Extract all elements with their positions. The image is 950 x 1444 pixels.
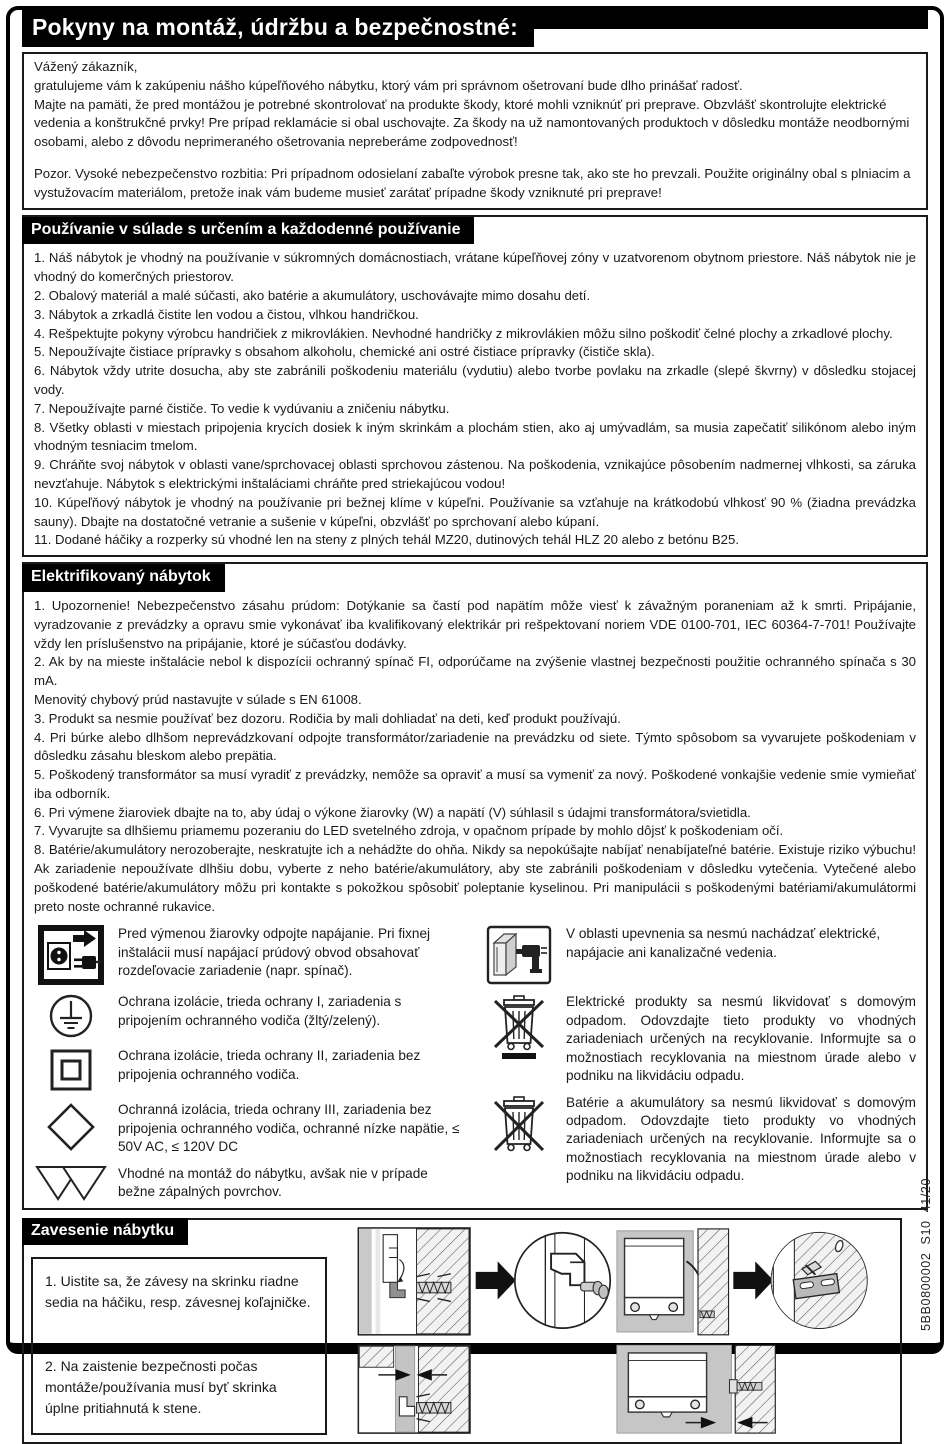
usage-list-item: 8. Všetky oblasti v miestach pripojenia krycích dosiek k iným skrinkám a plochám stien, ako aj umývadlám, sa musia zapečatiť silikónom alebo iným vhodným tesniacim tmelom. [34,419,916,454]
electric-list-item: 6. Pri výmene žiaroviek dbajte na to, aby údaj o výkone žiarovky (W) a napätí (V) súhlasil s údajmi transformátora/svietidla. [34,804,751,820]
drill-hidden-lines-icon [482,925,556,985]
mounting-steps-box [31,1257,327,1435]
mounting-figures [337,1227,893,1435]
symbol-text: Ochranná izolácia, trieda ochrany III, zariadenia bez pripojenia ochranného vodiča, ochranné nízke napätie, ≤ 50V AC, ≤ 120V DC [118,1102,460,1155]
usage-section-header: Používanie v súlade s určením a každodenné používanie [22,217,474,245]
fig-hook-detail-circle [515,1232,610,1327]
usage-list-item: 10. Kúpeľňový nábytok je vhodný na používanie pri bežnej klíme v kúpeľni. Používanie sa vzťahuje na krátkodobú vlhkosť 90 % (žiadna prevádzka sauny). Dbajte na dostatočné vetranie a sušenie v kúpeľni, obzvlášť po sprchovaní alebo kúpaní. [34,494,916,529]
protection-class-2-double-square-icon [34,1047,108,1093]
symbol-row [34,993,468,1039]
intro-box [22,52,928,210]
mounting-section [22,1218,902,1444]
usage-list-item: 11. Dodané háčiky a rozperky sú vhodné len na steny z plných tehál MZ20, dutinových tehál HLZ 20 alebo z betónu B25. [34,532,739,548]
electric-list-item: 5. Poškodený transformátor sa musí vyradiť z prevádzky, nemôže sa opraviť a musí sa vymeniť za nový. Poškodené vonkajšie vedenie smie vymieňať iba odborník. [34,767,916,801]
symbol-text: Elektrické produkty sa nesmú likvidovať s domovým odpadom. Odovzdajte tieto produkty vo vhodných zariadeniach určených na recyklovanie. Informujte sa o možnostiach recyklovania na miestnom úrade alebo v podniku na likvidáciu odpadu. [566,994,916,1084]
symbols-area [34,925,916,1202]
spacer [34,152,916,165]
symbol-text: V oblasti upevnenia sa nesmú nachádzať elektrické, napájacie ani kanalizačné vedenia. [566,926,881,960]
electric-list-item: Menovitý chybový prúd nastavujte v súlade s EN 61008. [34,691,362,707]
arrow-right-1 [476,1261,516,1299]
electric-section-header: Elektrifikovaný nábytok [22,564,225,592]
symbol-row [34,925,468,985]
title-bar [22,10,928,47]
intro-paragraph: gratulujeme vám k zakúpeniu nášho kúpeľňového nábytku, ktorý vám pri správnom ošetrovaní bude dlho prinášať radosť. [34,77,743,93]
arrow-right-2 [733,1261,773,1299]
intro-paragraph: Vážený zákazník, [34,59,138,74]
page-title: Pokyny na montáž, údržbu a bezpečnostné: [22,10,534,47]
battery-crossed-bin-icon [482,1094,556,1158]
electric-list-item: 3. Produkt sa nesmie používať bez dozoru. Rodičia by mali dohliadať na deti, keď produkt používajú. [34,710,621,726]
symbol-text: Pred výmenou žiarovky odpojte napájanie. Pri fixnej inštalácii musí napájací prúdový obvod obsahovať rozdeľovacie zariadenie (napr. spínač). [118,926,431,979]
symbol-row [482,1094,916,1186]
protection-class-3-diamond-icon [34,1101,108,1153]
symbol-text: Vhodné na montáž do nábytku, avšak nie v prípade bežne zápalných povrchov. [118,1165,428,1200]
electric-list-item: 1. Upozornenie! Nebezpečenstvo zásahu prúdom: Dotýkanie sa častí pod napätím môže viesť k závažným poraneniam až k smrti. Pripájanie, vyradzovanie z prevádzky a opravu smie vykonávať iba kvalifikovaný elektrikár pri rešpektovaní noriem VDE 0100-701, IEC 60364-7-701! Používajte vždy len príslušenstvo na pripájanie, ktoré je súčasťou dodávky. [34,597,916,651]
symbol-text: Ochrana izolácie, trieda ochrany II, zariadenia bez pripojenia ochranného vodiča. [118,1048,421,1082]
symbol-row [482,925,916,985]
furniture-mounting-triangles-icon [34,1165,108,1203]
intro-paragraph: Majte na pamäti, že pred montážou je potrebné skontrolovať na produkte škody, ktoré mohli vzniknúť pri preprave. Obzvlášť skontrolujte elektrické vedenia a konštrukčné prvky! Pre prípad reklamácie si obal uschovajte. Za škody na už namontovaných produktoch v dôsledku montáže neodbornými osobami, alebo z dôvodu neprimeraného ošetrovania nepreberáme zodpovednosť! [34,96,910,150]
mounting-step-1: 1. Uistite sa, že závesy na skrinku riadne sedia na háčiku, resp. závesnej koľajničke. [45,1272,311,1310]
title-bar-fill [534,10,928,29]
usage-list-item: 3. Nábytok a zrkadlá čistite len vodou a čistou, vlhkou handričkou. [34,306,419,322]
electric-list-item: 4. Pri búrke alebo dlhšom neprevádzkovaní odpojte transformátor/zariadenie na prevádzku od siete. Týmto spôsobom sa vyvarujete poškodeniam v dôsledku zásahu bleskom alebo prepätia. [34,729,916,764]
symbols-left-column [34,925,468,1202]
usage-list-item: 6. Nábytok vždy utrite dosucha, aby ste zabránili poškodeniu materiálu (vydutiu) alebo tvorbe povlaku na zrkadle (slepé škvrny) v dôsledku stojacej vody. [34,363,916,397]
fig-hook-side-view [358,1228,470,1335]
fig-cabinet-front-hang [617,1229,729,1335]
symbol-row [34,1101,468,1156]
electric-list-item: 8. Batérie/akumulátory nerozoberajte, neskratujte ich a nehádžte do ohňa. Nikdy sa nepokúšajte nabíjať nenabíjateľné batérie. Existuje riziko výbuchu! Ak zariadenie nepoužívate dlhšiu dobu, vyberte z neho batérie/akumulátory, aby ste zabránili poškodeniam v dôsledku vytečenia. Vytečené alebo poškodené batérie/akumulátory môžu pri kontakte s pokožkou spôsobiť poleptanie kyselinou. Pri manipulácii s poškodenými batériami/akumulátormi preto noste ochranné rukavice. [34,842,916,914]
mounting-section-header: Zavesenie nábytku [22,1218,188,1245]
page-frame [6,6,944,1416]
symbol-row [482,993,916,1085]
protection-class-1-earth-icon [34,993,108,1039]
symbol-row [34,1047,468,1093]
usage-list-item: 9. Chráňte svoj nábytok v oblasti vane/sprchovacej oblasti sprchovou zástenou. Na poškodenia, vznikajúce pôsobením nadmernej vlhkosti, sa záruka nevzťahuje. Nábytok s elektrickými inštaláciami chráňte pred striekajúcou vodou! [34,457,916,491]
mounting-step-2: 2. Na zaistenie bezpečnosti počas montáže/používania musí byť skrinka úplne pritiahnutá k stene. [45,1357,277,1416]
fig-front-pressed-to-wall [617,1345,775,1433]
usage-list-item: 5. Nepoužívajte čistiace prípravky s obsahom alkoholu, chemické ani ostré čistiace prípravky (čističe skla). [34,344,655,360]
usage-section [22,215,928,558]
disconnect-power-icon [34,925,108,985]
symbol-text: Batérie a akumulátory sa nesmú likvidovať s domovým odpadom. Odovzdajte tieto produkty vo vhodných zariadeniach určených na recyklovanie. Informujte sa o možnostiach recyklovania na miestnom úrade alebo v podniku na likvidáciu odpadu. [566,1094,916,1184]
symbol-row [34,1165,468,1203]
fig-side-pressed-to-wall [358,1345,470,1433]
intro-warning: Pozor. Vysoké nebezpečenstvo rozbitia: Pri prípadnom odosielaní zabaľte výrobok presne tak, ako ste ho prevzali. Použite originálny obal s plniacim a vystužovacím materiálom, pretože inak vám budeme musieť zarátať prípadne škody vzniknuté pri preprave! [34,165,911,200]
symbols-right-column [482,925,916,1202]
electric-list [34,597,916,917]
fig-rail-bracket-circle [771,1232,866,1327]
usage-list-item: 1. Náš nábytok je vhodný na používanie v súkromných domácnostiach, vrátane kúpeľňovej zóny v uzatvorenom obytnom priestore. Náš nábytok nie je vhodný do komerčných priestorov. [34,250,916,285]
symbol-text: Ochrana izolácie, trieda ochrany I, zariadenia s pripojením ochranného vodiča (žltý/zelený). [118,994,402,1028]
usage-list [34,249,916,550]
mounting-illustrations [337,1227,893,1435]
electric-section [22,562,928,1210]
document-code-vertical: 5BB0800002 S10 41/20 [919,1178,933,1331]
electric-list-item: 7. Vyvarujte sa dlhšiemu priamemu pozeraniu do LED svetelného zdroja, v opačnom prípade by mohlo dôjsť k poškodeniam očí. [34,823,784,839]
intro-paragraphs [34,58,916,152]
electric-list-item: 2. Ak by na mieste inštalácie nebol k dispozícii ochranný spínač FI, odporúčame na zvýšenie vlastnej bezpečnosti použitie ochranného spínača s 30 mA. [34,654,916,689]
usage-list-item: 2. Obalový materiál a malé súčasti, ako batérie a akumulátory, uschovávajte mimo dosahu detí. [34,287,591,303]
weee-crossed-bin-icon [482,993,556,1063]
usage-list-item: 7. Nepoužívajte parné čističe. To vedie k vydúvaniu a zničeniu nábytku. [34,400,450,416]
usage-list-item: 4. Rešpektujte pokyny výrobcu handričiek z mikrovlákien. Nevhodné handričky z mikrovlákien môžu silno poškodiť čelné plochy a zrkadlové plochy. [34,325,893,341]
